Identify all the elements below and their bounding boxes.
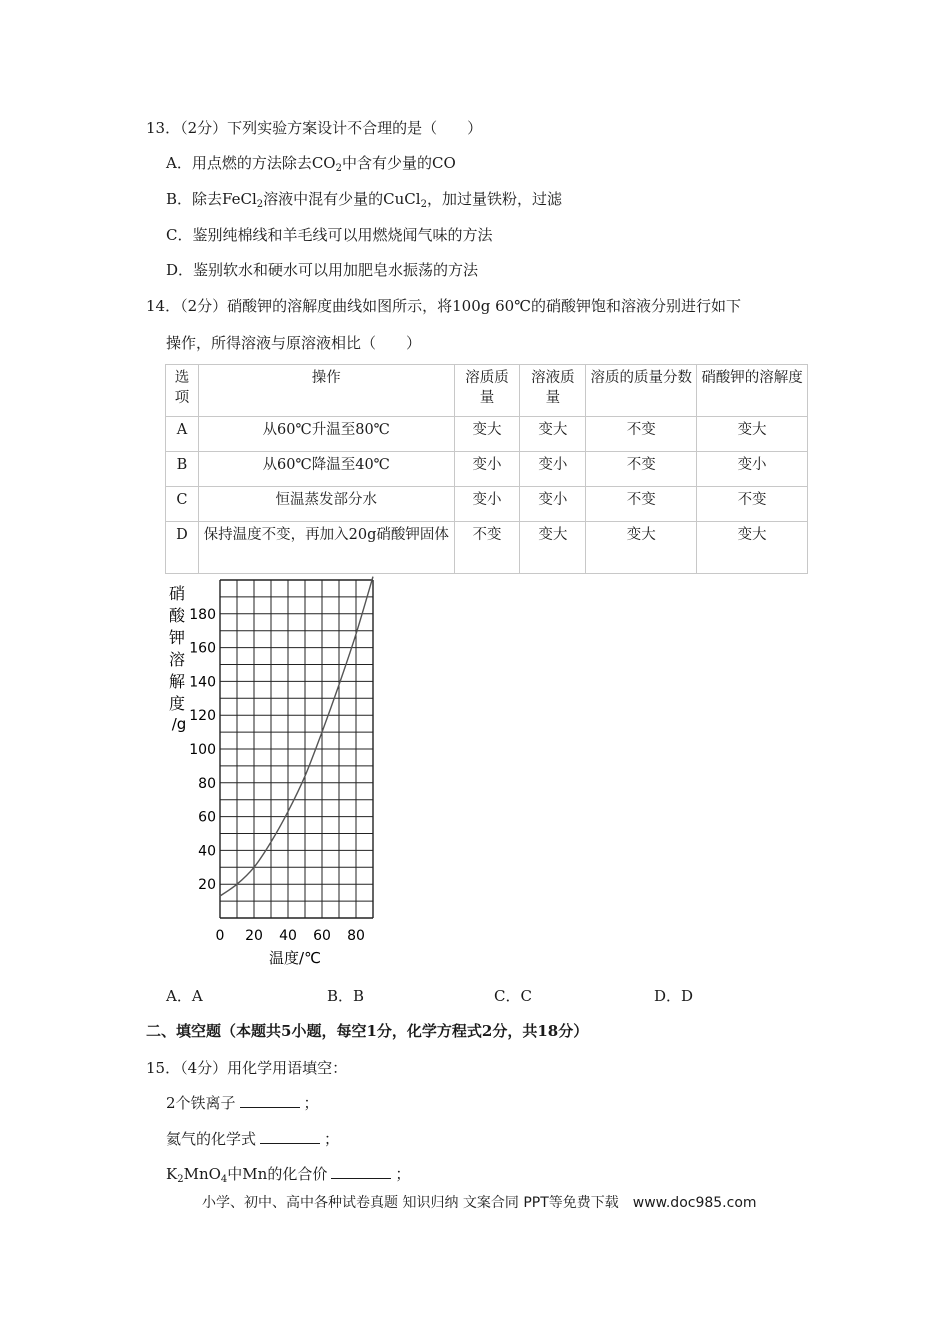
y-tick-label: 40	[198, 843, 216, 860]
table-cell: 不变	[586, 452, 697, 487]
header-option: 选项	[166, 365, 199, 417]
table-cell: 不变	[586, 417, 697, 452]
header-operation: 操作	[198, 365, 454, 417]
table-cell: 不变	[586, 487, 697, 522]
q15-item-3: $K_2MnO_4$中Mn的化合价 ；	[166, 1165, 411, 1185]
table-cell: C	[166, 487, 199, 522]
x-tick-label: 60	[313, 928, 331, 944]
q14-answer-c: C．C	[494, 987, 532, 1005]
ylabel-unit: /g	[171, 715, 187, 733]
header-solubility: 硝酸钾的溶解度	[697, 365, 808, 417]
table-cell: 变小	[697, 452, 808, 487]
q13-option-b: B．除去FeCl$_2$溶液中混有少量的CuCl$_2$，加过量铁粉，过滤	[166, 190, 562, 210]
answer-blank[interactable]	[240, 1093, 300, 1108]
table-row	[166, 487, 808, 522]
ylabel-char: 硝	[168, 584, 186, 603]
table-cell: 不变	[454, 522, 520, 574]
section-title: 二、填空题（本题共5小题，每空1分，化学方程式2分，共18分）	[146, 1022, 589, 1040]
table-cell: A	[166, 417, 199, 452]
table-cell: 变小	[520, 452, 586, 487]
y-tick-label: 180	[189, 606, 216, 623]
x-tick-label: 80	[347, 928, 365, 944]
table-cell: B	[166, 452, 199, 487]
chart-xticks	[216, 928, 365, 944]
x-tick-label: 20	[245, 928, 263, 944]
solubility-chart	[165, 575, 380, 970]
y-tick-label: 160	[189, 640, 216, 657]
x-tick-label: 0	[215, 928, 225, 944]
ylabel-char: 度	[168, 694, 186, 713]
table-cell: 变小	[454, 452, 520, 487]
ylabel-char: 钾	[168, 628, 186, 647]
q13-option-c: C．鉴别纯棉线和羊毛线可以用燃烧闻气味的方法	[166, 226, 493, 244]
answer-blank[interactable]	[331, 1164, 391, 1179]
table-cell: 变大	[454, 417, 520, 452]
table-cell: 变大	[520, 417, 586, 452]
table-cell: 从60℃升温至80℃	[198, 417, 454, 452]
y-tick-label: 80	[198, 775, 216, 792]
table-cell: 变大	[520, 522, 586, 574]
q13-option-d: D．鉴别软水和硬水可以用加肥皂水振荡的方法	[166, 261, 479, 279]
table-cell: D	[166, 522, 199, 574]
q15-item-1: 2个铁离子 ；	[166, 1094, 319, 1112]
q13-stem: 13．（2分）下列实验方案设计不合理的是（ ）	[146, 119, 483, 137]
y-tick-label: 60	[198, 809, 216, 826]
ylabel-char: 酸	[168, 606, 186, 625]
q15-stem: 15．（4分）用化学用语填空：	[146, 1059, 348, 1077]
q14-answer-a: A．A	[166, 987, 203, 1005]
q14-table-header-row	[166, 365, 808, 417]
y-tick-label: 140	[189, 674, 216, 691]
q14-stem-line1: 14．（2分）硝酸钾的溶解度曲线如图所示，将100g 60℃的硝酸钾饱和溶液分别进行如下	[146, 297, 742, 315]
table-row	[166, 417, 808, 452]
q13-option-a: A．用点燃的方法除去$CO_2$中含有少量的CO	[166, 154, 456, 174]
answer-blank[interactable]	[260, 1129, 320, 1144]
x-tick-label: 40	[279, 928, 297, 944]
q14-stem-line2: 操作，所得溶液与原溶液相比（ ）	[166, 334, 422, 352]
table-cell: 从60℃降温至40℃	[198, 452, 454, 487]
table-cell: 变大	[697, 522, 808, 574]
table-cell: 恒温蒸发部分水	[198, 487, 454, 522]
table-row	[166, 522, 808, 574]
q14-answer-b: B．B	[327, 987, 365, 1005]
header-solution-mass: 溶液质量	[520, 365, 586, 417]
table-cell: 保持温度不变，再加入20g硝酸钾固体	[198, 522, 454, 574]
ylabel-char: 溶	[168, 650, 186, 669]
chart-grid	[220, 580, 373, 918]
chart-xlabel: 温度/℃	[269, 949, 321, 967]
chart-yticks	[189, 607, 216, 893]
y-tick-label: 100	[189, 742, 216, 758]
table-cell: 不变	[697, 487, 808, 522]
footer-text: 小学、初中、高中各种试卷真题 知识归纳 文案合同 PPT等免费下载 www.doc985.com	[202, 1195, 757, 1211]
solubility-curve	[220, 577, 373, 896]
q14-table	[165, 364, 808, 574]
header-solute-mass: 溶质质量	[454, 365, 520, 417]
q14-answer-d: D．D	[654, 987, 694, 1005]
table-cell: 变小	[454, 487, 520, 522]
chart-ylabel	[169, 584, 186, 733]
table-row	[166, 452, 808, 487]
table-cell: 变大	[586, 522, 697, 574]
header-mass-fraction: 溶质的质量分数	[586, 365, 697, 417]
ylabel-char: 解	[168, 672, 186, 691]
y-tick-label: 120	[189, 708, 216, 725]
q15-item-2: 氦气的化学式 ；	[166, 1130, 340, 1148]
table-cell: 变小	[520, 487, 586, 522]
y-tick-label: 20	[198, 877, 216, 894]
table-cell: 变大	[697, 417, 808, 452]
